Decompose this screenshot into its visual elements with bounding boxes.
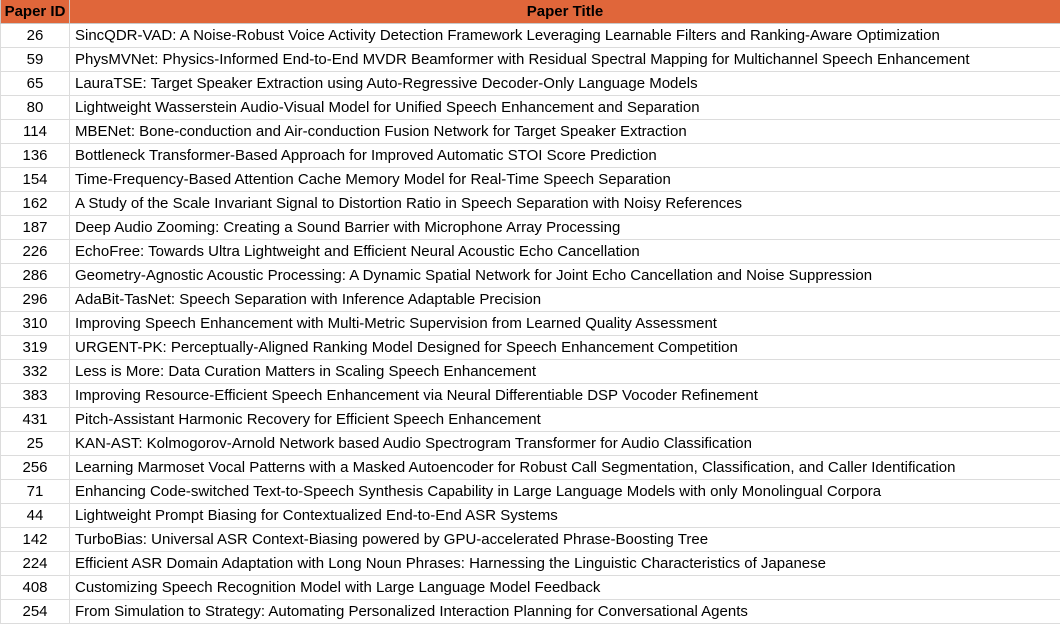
- paper-id-cell[interactable]: 256: [1, 456, 70, 480]
- paper-title-cell[interactable]: Enhancing Code-switched Text-to-Speech Synthesis Capability in Large Language Models with only Monolingual Corpora: [70, 480, 1060, 504]
- table-row: [1, 48, 1060, 72]
- paper-id-cell[interactable]: 154: [1, 168, 70, 192]
- paper-id-cell[interactable]: 296: [1, 288, 70, 312]
- paper-id-cell[interactable]: 383: [1, 384, 70, 408]
- paper-id-cell[interactable]: 254: [1, 600, 70, 624]
- paper-id-cell[interactable]: 286: [1, 264, 70, 288]
- paper-title-cell[interactable]: A Study of the Scale Invariant Signal to Distortion Ratio in Speech Separation with Noisy References: [70, 192, 1060, 216]
- paper-title-cell[interactable]: KAN-AST: Kolmogorov-Arnold Network based Audio Spectrogram Transformer for Audio Classification: [70, 432, 1060, 456]
- table-row: [1, 576, 1060, 600]
- paper-title-cell[interactable]: Learning Marmoset Vocal Patterns with a Masked Autoencoder for Robust Call Segmentation, Classification, and Caller Identification: [70, 456, 1060, 480]
- paper-title-cell[interactable]: Customizing Speech Recognition Model with Large Language Model Feedback: [70, 576, 1060, 600]
- table-row: [1, 288, 1060, 312]
- paper-title-cell[interactable]: MBENet: Bone-conduction and Air-conduction Fusion Network for Target Speaker Extraction: [70, 120, 1060, 144]
- table-row: [1, 144, 1060, 168]
- paper-id-cell[interactable]: 71: [1, 480, 70, 504]
- paper-title-cell[interactable]: SincQDR-VAD: A Noise-Robust Voice Activity Detection Framework Leveraging Learnable Filters and Ranking-Aware Optimization: [70, 24, 1060, 48]
- paper-title-cell[interactable]: EchoFree: Towards Ultra Lightweight and Efficient Neural Acoustic Echo Cancellation: [70, 240, 1060, 264]
- table-row: [1, 456, 1060, 480]
- paper-title-cell[interactable]: Less is More: Data Curation Matters in Scaling Speech Enhancement: [70, 360, 1060, 384]
- table-row: [1, 312, 1060, 336]
- paper-title-cell[interactable]: Improving Resource-Efficient Speech Enhancement via Neural Differentiable DSP Vocoder Refinement: [70, 384, 1060, 408]
- paper-title-cell[interactable]: URGENT-PK: Perceptually-Aligned Ranking Model Designed for Speech Enhancement Competition: [70, 336, 1060, 360]
- paper-id-cell[interactable]: 136: [1, 144, 70, 168]
- paper-title-cell[interactable]: Efficient ASR Domain Adaptation with Long Noun Phrases: Harnessing the Linguistic Characteristics of Japanese: [70, 552, 1060, 576]
- header-row: [1, 0, 1060, 24]
- table-row: [1, 432, 1060, 456]
- paper-id-cell[interactable]: 80: [1, 96, 70, 120]
- table-row: [1, 408, 1060, 432]
- paper-id-cell[interactable]: 431: [1, 408, 70, 432]
- paper-title-cell[interactable]: From Simulation to Strategy: Automating Personalized Interaction Planning for Conversational Agents: [70, 600, 1060, 624]
- paper-id-cell[interactable]: 187: [1, 216, 70, 240]
- paper-id-cell[interactable]: 226: [1, 240, 70, 264]
- paper-title-cell[interactable]: PhysMVNet: Physics-Informed End-to-End MVDR Beamformer with Residual Spectral Mapping for Multichannel Speech Enhancement: [70, 48, 1060, 72]
- paper-title-cell[interactable]: Bottleneck Transformer-Based Approach for Improved Automatic STOI Score Prediction: [70, 144, 1060, 168]
- paper-title-cell[interactable]: Geometry-Agnostic Acoustic Processing: A Dynamic Spatial Network for Joint Echo Cancellation and Noise Suppression: [70, 264, 1060, 288]
- paper-id-cell[interactable]: 162: [1, 192, 70, 216]
- paper-title-cell[interactable]: AdaBit-TasNet: Speech Separation with Inference Adaptable Precision: [70, 288, 1060, 312]
- table-row: [1, 264, 1060, 288]
- table-row: [1, 240, 1060, 264]
- paper-id-cell[interactable]: 65: [1, 72, 70, 96]
- table-row: [1, 528, 1060, 552]
- table-row: [1, 168, 1060, 192]
- paper-title-cell[interactable]: LauraTSE: Target Speaker Extraction using Auto-Regressive Decoder-Only Language Models: [70, 72, 1060, 96]
- paper-id-cell[interactable]: 310: [1, 312, 70, 336]
- paper-title-cell[interactable]: Lightweight Prompt Biasing for Contextualized End-to-End ASR Systems: [70, 504, 1060, 528]
- paper-title-cell[interactable]: Time-Frequency-Based Attention Cache Memory Model for Real-Time Speech Separation: [70, 168, 1060, 192]
- table-row: [1, 480, 1060, 504]
- table-row: [1, 552, 1060, 576]
- header-paper-title[interactable]: Paper Title: [70, 0, 1060, 24]
- paper-id-cell[interactable]: 25: [1, 432, 70, 456]
- table-body: [1, 24, 1060, 624]
- table-row: [1, 120, 1060, 144]
- table-row: [1, 96, 1060, 120]
- paper-title-cell[interactable]: Deep Audio Zooming: Creating a Sound Barrier with Microphone Array Processing: [70, 216, 1060, 240]
- paper-title-cell[interactable]: Lightweight Wasserstein Audio-Visual Model for Unified Speech Enhancement and Separation: [70, 96, 1060, 120]
- table-row: [1, 504, 1060, 528]
- table-row: [1, 192, 1060, 216]
- table-row: [1, 384, 1060, 408]
- table-row: [1, 360, 1060, 384]
- table-row: [1, 336, 1060, 360]
- paper-id-cell[interactable]: 114: [1, 120, 70, 144]
- table-row: [1, 216, 1060, 240]
- table-row: [1, 72, 1060, 96]
- paper-id-cell[interactable]: 142: [1, 528, 70, 552]
- paper-id-cell[interactable]: 224: [1, 552, 70, 576]
- paper-title-cell[interactable]: Pitch-Assistant Harmonic Recovery for Efficient Speech Enhancement: [70, 408, 1060, 432]
- header-paper-id[interactable]: Paper ID: [1, 0, 70, 24]
- paper-title-cell[interactable]: Improving Speech Enhancement with Multi-Metric Supervision from Learned Quality Assessment: [70, 312, 1060, 336]
- paper-title-cell[interactable]: TurboBias: Universal ASR Context-Biasing powered by GPU-accelerated Phrase-Boosting Tree: [70, 528, 1060, 552]
- paper-id-cell[interactable]: 26: [1, 24, 70, 48]
- paper-id-cell[interactable]: 332: [1, 360, 70, 384]
- paper-id-cell[interactable]: 59: [1, 48, 70, 72]
- paper-id-cell[interactable]: 44: [1, 504, 70, 528]
- table-row: [1, 600, 1060, 624]
- paper-id-cell[interactable]: 319: [1, 336, 70, 360]
- table-row: [1, 24, 1060, 48]
- paper-id-cell[interactable]: 408: [1, 576, 70, 600]
